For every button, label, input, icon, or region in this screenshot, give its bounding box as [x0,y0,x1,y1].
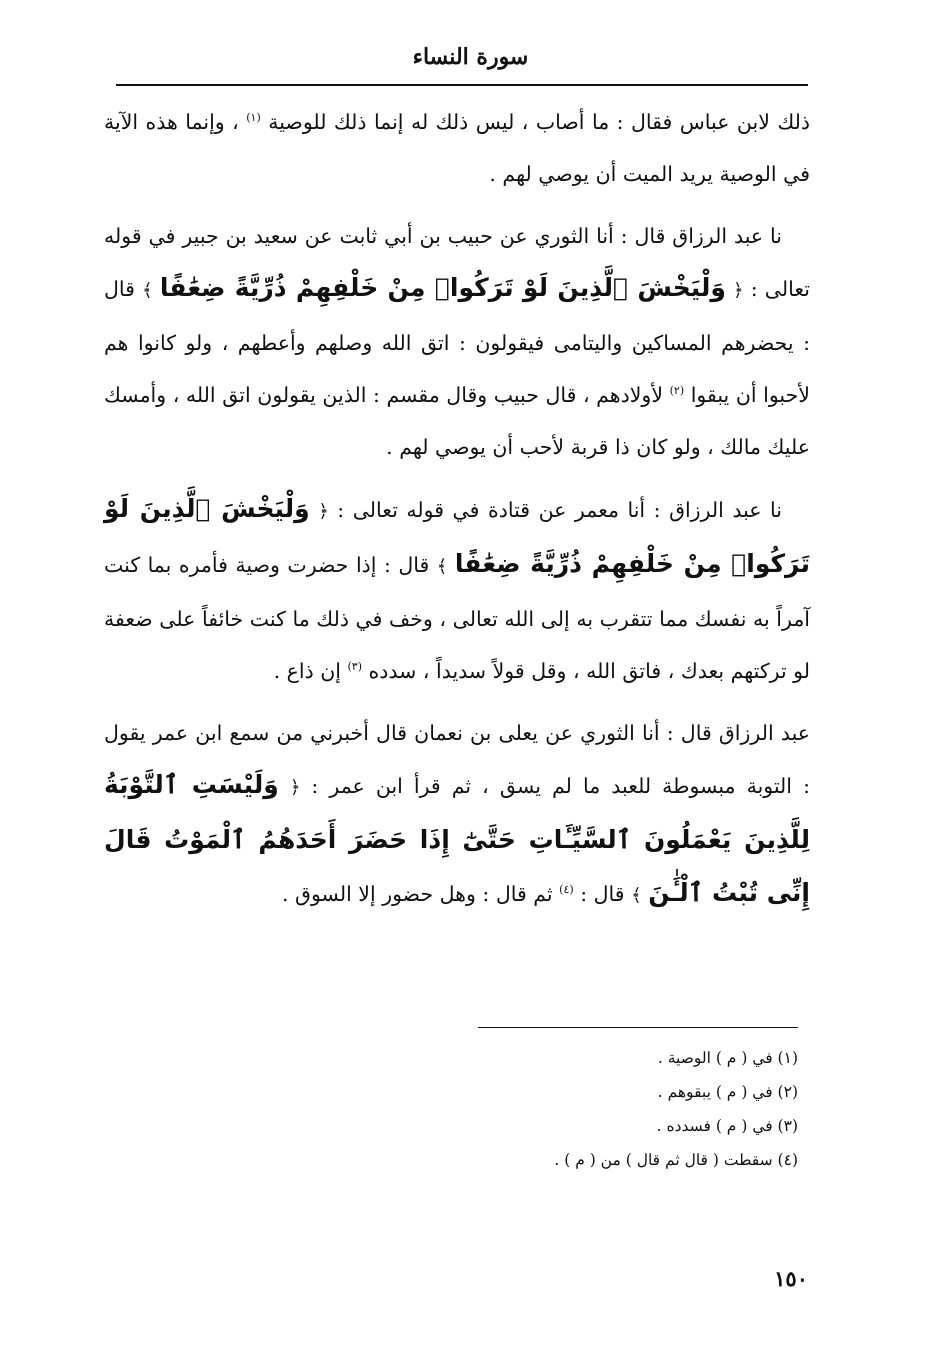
quran-close-bracket: ﴾ [142,280,153,301]
footnote-ref-1[interactable]: (١) [246,111,261,125]
text-span: ثم قال : وهل حضور إلا السوق . [282,882,553,906]
footnote-ref-2[interactable]: (٢) [669,384,685,398]
quran-close-bracket: ﴾ [436,556,448,577]
text-span: عبد الرزاق قال : أنا الثوري عن يعلى بن نعمان قال أخبرني من سمع ابن عمر يقول : التوبة مبسوطة للعبد ما لم يسق ، ثم قرأ ابن عمر : [104,721,810,798]
quran-verse: وَلَيْسَتِ ٱلتَّوْبَةُ لِلَّذِينَ يَعْمَلُونَ ٱلسَّيِّـَٔاتِ حَتَّىٰٓ إِذَا حَضَرَ أَحَدَهُمُ ٱلْمَوْتُ قَالَ إِنِّى تُبْتُ ٱلْـَٰٔنَ [104,770,810,907]
paragraph-4 [104,707,810,922]
footnote-ref-3[interactable]: (٣) [347,660,363,674]
footnote-3: (٣) في ( م ) فسدده . [656,1117,798,1135]
quran-close-bracket: ﴾ [631,885,642,906]
text-span: ، وإنما هذه الآية في الوصية يريد الميت أن يوصي لهم . [104,110,810,186]
text-span: قال : [580,882,625,906]
quran-open-bracket: ﴿ [289,777,301,798]
paragraph-2 [104,210,810,473]
footnote-2: (٢) في ( م ) يبقوهم . [657,1083,798,1101]
text-span: إن ذاع . [273,659,341,683]
header-divider [116,84,808,86]
footnote-ref-4[interactable]: (٤) [559,883,574,897]
quran-verse: وَلْيَخْشَ ٱلَّذِينَ لَوْ تَرَكُوا۟ مِنْ خَلْفِهِمْ ذُرِّيَّةً ضِعَٰفًا [159,273,726,302]
page-header-title: سورة النساء [412,44,529,70]
paragraph-1 [104,96,810,200]
footnote-4: (٤) سقطت ( قال ثم قال ) من ( م ) . [554,1151,798,1169]
page-number: ١٥٠ [774,1266,808,1291]
paragraph-3 [104,483,810,697]
quran-open-bracket: ﴿ [318,501,329,522]
text-span: ذلك لابن عباس فقال : ما أصاب ، ليس ذلك له إنما ذلك للوصية [268,110,810,134]
text-span: لأولادهم ، قال حبيب وقال مقسم : الذين يقولون اتق الله ، وأمسك عليك مالك ، ولو كان ذا قربة لأحب أن يوصي لهم . [104,383,810,459]
quran-verse: وَلْيَخْشَ ٱلَّذِينَ لَوْ تَرَكُوا۟ مِنْ خَلْفِهِمْ ذُرِّيَّةً ضِعَٰفًا [104,494,810,578]
main-text [104,96,810,922]
text-span: قال : إذا حضرت وصية فأمره بما كنت آمراً به نفسك مما تتقرب به إلى الله تعالى ، وخف في ذلك ما كنت خائفاً على ضعفة لو تركتهم بعدك ، فاتق الله ، وقل قولاً سديداً ، سدده [104,553,810,683]
text-span: نا عبد الرزاق قال : أنا الثوري عن حبيب بن أبي ثابت عن سعيد بن جبير في قوله تعالى : [104,224,810,301]
text-span: نا عبد الرزاق : أنا معمر عن قتادة في قوله تعالى : [337,498,782,522]
footnotes [400,1041,798,1177]
text-span: قال : يحضرهم المساكين واليتامى فيقولون : اتق الله وصلهم وأعطهم ، ولو كانوا هم لأحبوا أن يبقوا [104,277,810,407]
quran-open-bracket: ﴿ [733,280,744,301]
footnote-1: (١) في ( م ) الوصية . [657,1049,798,1067]
footnote-divider [478,1027,798,1028]
